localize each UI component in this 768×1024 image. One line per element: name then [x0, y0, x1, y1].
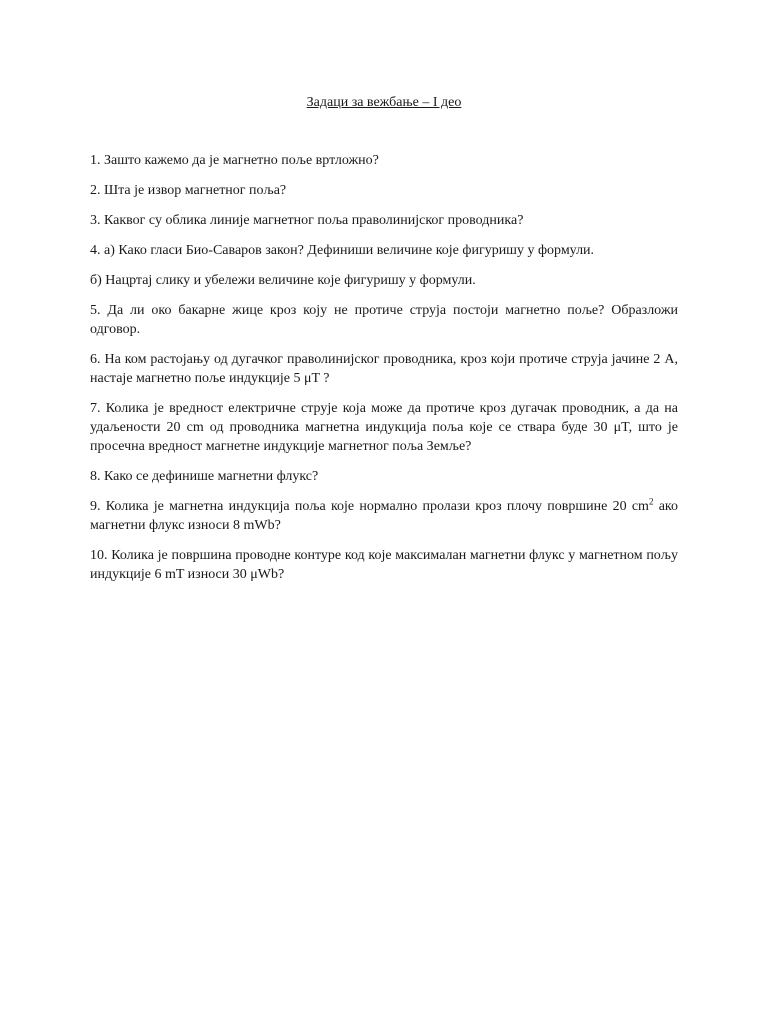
- question-4b: б) Нацртај слику и убележи величине које фигуришу у формули.: [90, 273, 476, 288]
- question-9-superscript: 2: [648, 496, 654, 507]
- question-10: 10. Колика је површина проводне контуре код које максималан магнетни флукс у магнетном пољу индукције 6 mT износи 30 μWb?: [90, 548, 678, 582]
- question-8: 8. Како се дефинише магнетни флукс?: [90, 469, 319, 484]
- question-6: 6. На ком растојању од дугачког праволинијског проводника, кроз који протиче струја јачине 2 A, настаје магнетно поље индукције 5 μT ?: [90, 352, 678, 386]
- question-2: 2. Шта је извор магнетног поља?: [90, 183, 287, 198]
- question-5: 5. Да ли око бакарне жице кроз коју не протиче струја постоји магнетно поље? Образложи одговор.: [90, 303, 678, 337]
- question-7: 7. Колика је вредност електричне струје која може да протиче кроз дугачак проводник, а да на удаљености 20 cm од проводника магнетна индукција поља које се ствара буде 30 μT, што је просечна вредност магнетне индукције магнетног поља Земље?: [90, 401, 678, 454]
- question-9: [90, 497, 678, 535]
- question-4a: 4. а) Како гласи Био-Саваров закон? Дефиниши величине које фигуришу у формули.: [90, 243, 595, 258]
- question-3: 3. Каквог су облика линије магнетног поља праволинијског проводника?: [90, 213, 524, 228]
- question-9-text-before: 9. Колика је магнетна индукција поља које нормално пролази кроз плочу површине 20 cm: [90, 499, 649, 514]
- document-title: Задаци за вежбање – I део: [306, 95, 462, 110]
- question-9-text-after: ако магнетни флукс износи 8 mWb?: [90, 499, 679, 533]
- question-list: [90, 151, 678, 595]
- question-1: 1. Зашто кажемо да је магнетно поље вртложно?: [90, 153, 379, 168]
